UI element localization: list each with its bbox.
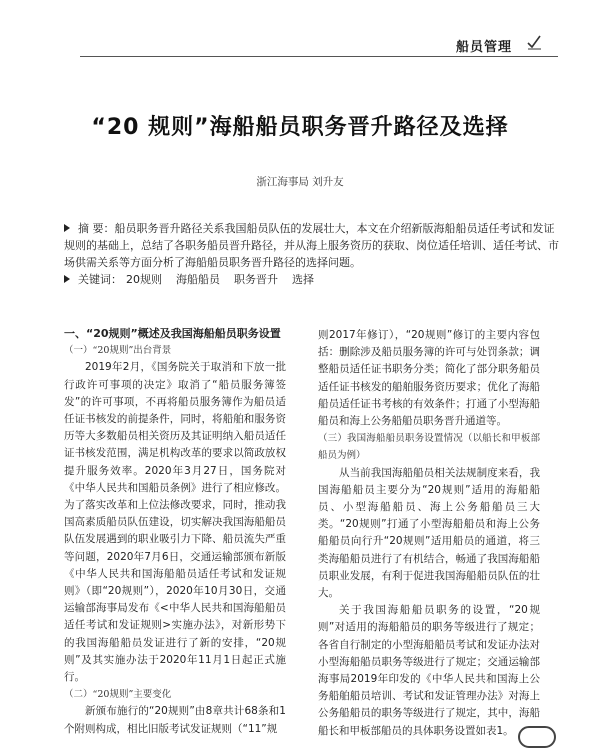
article-authors: 浙江海事局 刘升友: [256, 176, 344, 188]
subsection-heading: （一）“20规则”出台背景: [64, 345, 172, 357]
right-column: [318, 327, 540, 740]
header-rule: [80, 56, 558, 57]
subsection-heading: （三）我国海船船员职务设置情况（以船长和甲板部船员为例）: [318, 433, 540, 462]
page-number-badge: [518, 726, 556, 748]
body-paragraph: 则2017年修订），“20规则”修订的主要内容包括：删除涉及船员服务簿的许可与处罚条款；调整船员适任证书职务分类；简化了部分职务船员适任证书核发的船舶服务资历要求；优化了海船船员适任证书考核的有效条件；打通了小型海船船员和海上公务船船员职务晋升通道等。: [318, 329, 540, 428]
keyword: 职务晋升: [234, 273, 278, 286]
section-label: 船员管理: [456, 40, 513, 55]
abstract-label: 摘 要：: [78, 222, 115, 235]
body-paragraph: 关于我国海船船员职务的设置，“20规则”对适用的海船船员的职务等级进行了规定；各省自行制定的小型海船船员考试和发证办法对小型海船船员职务等级进行了规定；交通运输部海事局2019年印发的《中华人民共和国海上公务船舶船员培训、考试和发证管理办法》对海上公务船船员的职务等级进行了规定，其中，海船船长和甲板部船员的具体职务设置如表1。: [318, 604, 540, 737]
triangle-bullet-icon: [64, 275, 70, 283]
abstract-block: [64, 220, 562, 288]
article-title: “20 规则”海船船员职务晋升路径及选择: [91, 115, 509, 140]
abstract: [64, 220, 562, 271]
keyword: 选择: [292, 273, 314, 286]
keyword: 海船船员: [176, 273, 220, 286]
keyword: 20规则: [126, 273, 162, 286]
quill-check-icon: [526, 34, 542, 50]
triangle-bullet-icon: [64, 224, 70, 232]
page-header: [0, 0, 600, 62]
body-paragraph: 新颁布施行的“20规则”由8章共计68条和1个附则构成，相比旧版考试发证规则（“11”规: [64, 705, 286, 735]
section-heading: 一、“20规则”概述及我国海船船员职务设置: [64, 327, 281, 340]
abstract-text: 船员职务晋升路径关系我国船员队伍的发展壮大，本文在介绍新版海船船员适任考试和发证规则的基础上，总结了各职务船员晋升路径，并从海上服务资历的获取、岗位适任培训、适任考试、市场供需关系等方面分析了海船船员职务晋升路径的选择问题。: [64, 222, 559, 269]
subsection-heading: （二）“20规则”主要变化: [64, 689, 172, 701]
body-paragraph: 从当前我国海船船员相关法规制度来看，我国海船船员主要分为“20规则”适用的海船船员、小型海船船员、海上公务船船员三大类。“20规则”打通了小型海船船员和海上公务船船员向行升“20规则”适用船员的通道，将三类海船船员进行了有机结合，畅通了我国海船船员职业发展，有利于促进我国海船船员队伍的壮大。: [318, 466, 540, 600]
keywords-label: 关键词：: [78, 273, 122, 286]
left-column: [64, 325, 286, 738]
keywords: [64, 271, 562, 288]
body-paragraph: 2019年2月，《国务院关于取消和下放一批行政许可事项的决定》取消了“船员服务簿签发”的许可事项，不再将船员服务簿作为船员适任证书核发的前提条件，同时，将船舶和服务资历等大多数船员相关资历及其证明纳入船员适任证书核发范围，满足机构改革的要求以简政放权提升服务效率。2020年3月27日，国务院对《中华人民共和国船员条例》进行了相应修改。为了落实改革和上位法修改要求，同时，推动我国高素质船员队伍建设，切实解决我国海船船员队伍发展遇到的职业吸引力下降、船员流失严重等问题，2020年7月6日，交通运输部颁布新版《中华人民共和国海船船员适任考试和发证规则》（即“20规则”），2020年10月30日，交通运输部海事局发布《<中华人民共和国海船船员适任考试和发证规则>实施办法》，对新形势下的我国海船船员发证进行了新的安排，“20规则”及其实施办法于2020年11月1日起正式施行。: [64, 361, 286, 684]
